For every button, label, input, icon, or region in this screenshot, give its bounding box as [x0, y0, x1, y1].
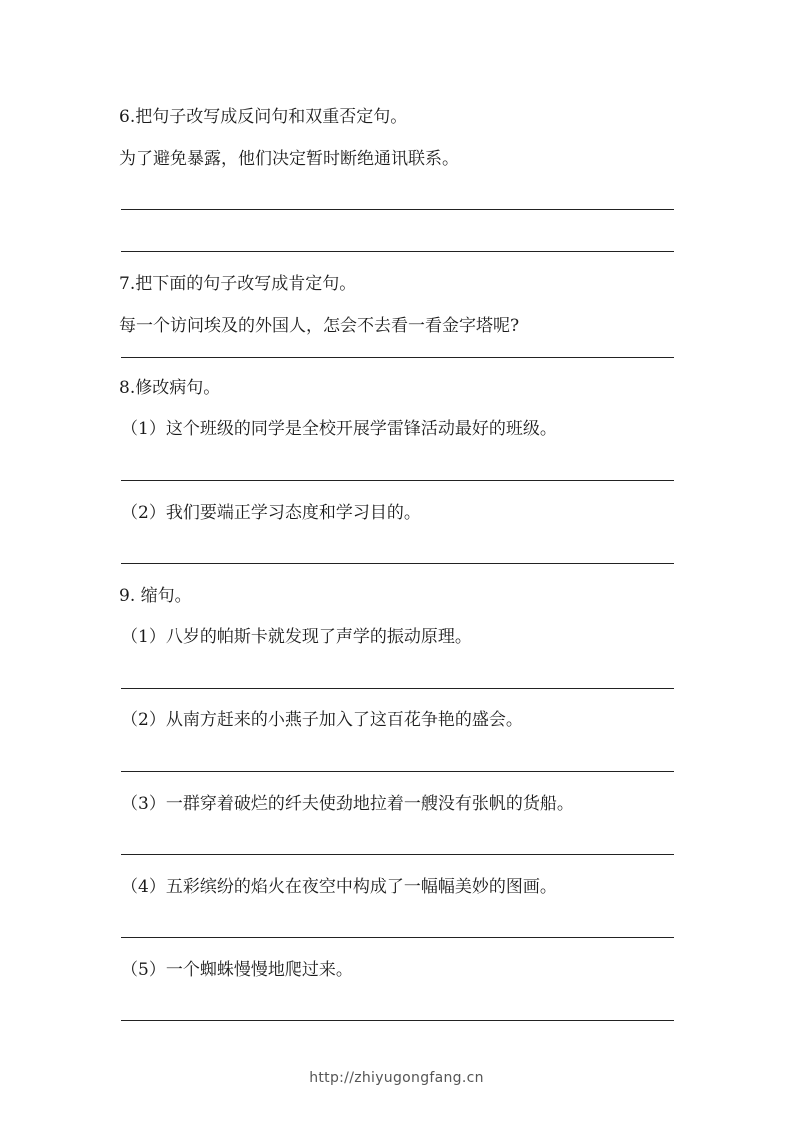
q7-answer-line[interactable]	[121, 357, 674, 358]
q9-item-1: （1）八岁的帕斯卡就发现了声学的振动原理。	[121, 627, 472, 647]
q7-prompt: 7.把下面的句子改写成肯定句。	[119, 274, 357, 294]
q9-item-4: （4）五彩缤纷的焰火在夜空中构成了一幅幅美妙的图画。	[121, 877, 557, 897]
q8-answer-line-2[interactable]	[121, 563, 674, 564]
q7-sentence: 每一个访问埃及的外国人，怎会不去看一看金字塔呢?	[119, 316, 520, 336]
q8-prompt: 8.修改病句。	[119, 378, 221, 398]
q8-item-2: （2）我们要端正学习态度和学习目的。	[121, 503, 421, 523]
q6-prompt: 6.把句子改写成反问句和双重否定句。	[119, 107, 408, 127]
q6-answer-line-1[interactable]	[121, 209, 674, 210]
q9-answer-line-1[interactable]	[121, 688, 674, 689]
q8-answer-line-1[interactable]	[121, 480, 674, 481]
q9-answer-line-3[interactable]	[121, 854, 674, 855]
q9-answer-line-2[interactable]	[121, 771, 674, 772]
q9-item-3: （3）一群穿着破烂的纤夫使劲地拉着一艘没有张帆的货船。	[121, 794, 574, 814]
q9-item-5: （5）一个蜘蛛慢慢地爬过来。	[121, 960, 353, 980]
q9-answer-line-4[interactable]	[121, 937, 674, 938]
q6-sentence: 为了避免暴露，他们决定暂时断绝通讯联系。	[119, 149, 459, 169]
q9-prompt: 9. 缩句。	[119, 586, 192, 606]
q9-item-2: （2）从南方赶来的小燕子加入了这百花争艳的盛会。	[121, 710, 523, 730]
q6-answer-line-2[interactable]	[121, 251, 674, 252]
footer-url: http://zhiyugongfang.cn	[309, 1070, 484, 1086]
q8-item-1: （1）这个班级的同学是全校开展学雷锋活动最好的班级。	[121, 419, 557, 439]
q9-answer-line-5[interactable]	[121, 1020, 674, 1021]
